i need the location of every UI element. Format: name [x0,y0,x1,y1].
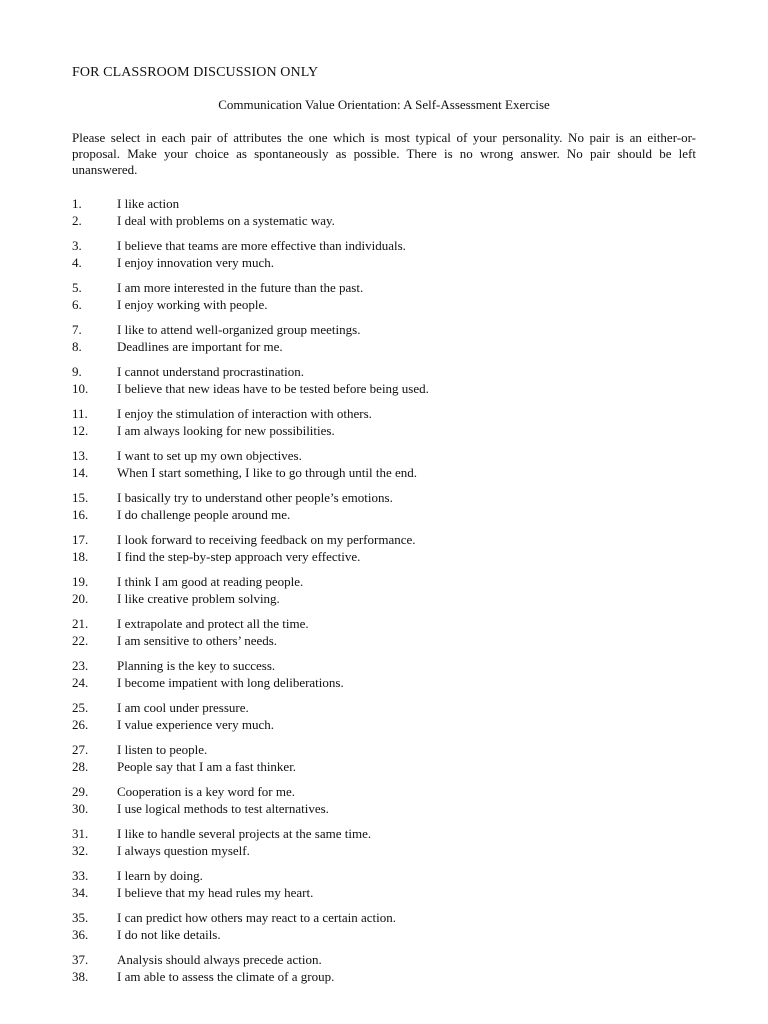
statement-text: I am more interested in the future than the past. [117,280,364,295]
statement-text: I am sensitive to others’ needs. [117,633,278,648]
statement-text: I enjoy the stimulation of interaction with others. [117,406,372,421]
statement-number: 29. [72,784,89,799]
statement-item [72,884,696,901]
statement-pair [72,825,696,859]
page-title: Communication Value Orientation: A Self-Assessment Exercise [218,97,550,112]
statement-text: I basically try to understand other people’s emotions. [117,490,393,505]
statement-text: I enjoy innovation very much. [117,255,275,270]
statement-number: 26. [72,717,89,732]
statement-number: 7. [72,322,82,337]
statement-number: 22. [72,633,89,648]
statement-text: I value experience very much. [117,717,275,732]
statement-item [72,842,696,859]
statement-item [72,867,696,884]
statement-number: 36. [72,927,89,942]
statement-text: I deal with problems on a systematic way. [117,213,335,228]
statement-number: 28. [72,759,89,774]
statement-number: 17. [72,532,89,547]
statement-number: 24. [72,675,89,690]
statement-item [72,741,696,758]
statement-item [72,489,696,506]
statement-item [72,716,696,733]
statement-pair [72,363,696,397]
statement-text: People say that I am a fast thinker. [117,759,297,774]
statement-item [72,926,696,943]
statement-item [72,237,696,254]
statement-pair [72,783,696,817]
statement-text: I cannot understand procrastination. [117,364,304,379]
statement-item [72,531,696,548]
statement-text: When I start something, I like to go through until the end. [117,465,418,480]
statement-text: I enjoy working with people. [117,297,268,312]
statement-pair [72,867,696,901]
statement-pair [72,951,696,985]
statement-item [72,380,696,397]
statement-item [72,825,696,842]
statement-number: 34. [72,885,89,900]
statement-item [72,422,696,439]
statement-item [72,758,696,775]
statement-number: 15. [72,490,89,505]
statement-text: I am cool under pressure. [117,700,249,715]
statement-number: 2. [72,213,82,228]
statement-number: 38. [72,969,89,984]
statement-number: 23. [72,658,89,673]
statement-item [72,909,696,926]
statement-item [72,674,696,691]
statement-number: 27. [72,742,89,757]
statement-item [72,800,696,817]
statement-item [72,951,696,968]
statement-item [72,632,696,649]
statement-number: 20. [72,591,89,606]
statement-text: I use logical methods to test alternatives. [117,801,329,816]
statement-text: I become impatient with long deliberations. [117,675,344,690]
statement-text: Planning is the key to success. [117,658,276,673]
statement-text: I think I am good at reading people. [117,574,304,589]
statement-number: 35. [72,910,89,925]
statement-pair [72,573,696,607]
statement-number: 37. [72,952,89,967]
statement-text: I like creative problem solving. [117,591,280,606]
statement-item [72,506,696,523]
statement-item [72,195,696,212]
statement-number: 30. [72,801,89,816]
statement-text: I want to set up my own objectives. [117,448,302,463]
statement-number: 25. [72,700,89,715]
statement-number: 33. [72,868,89,883]
statement-pair [72,447,696,481]
statement-text: I learn by doing. [117,868,203,883]
statement-list [72,195,696,993]
statement-item [72,405,696,422]
statement-item [72,254,696,271]
statement-number: 3. [72,238,82,253]
statement-item [72,968,696,985]
statement-number: 11. [72,406,88,421]
statement-number: 12. [72,423,89,438]
statement-item [72,615,696,632]
statement-item [72,321,696,338]
statement-pair [72,321,696,355]
statement-item [72,590,696,607]
statement-pair [72,699,696,733]
statement-number: 19. [72,574,89,589]
statement-item [72,573,696,590]
statement-text: I look forward to receiving feedback on my performance. [117,532,416,547]
statement-number: 14. [72,465,89,480]
statement-number: 16. [72,507,89,522]
statement-pair [72,741,696,775]
statement-number: 4. [72,255,82,270]
statement-pair [72,531,696,565]
statement-text: I always question myself. [117,843,250,858]
statement-text: I like to attend well-organized group meetings. [117,322,361,337]
statement-pair [72,909,696,943]
statement-pair [72,657,696,691]
statement-number: 31. [72,826,89,841]
statement-text: I am able to assess the climate of a group. [117,969,335,984]
statement-text: I do not like details. [117,927,221,942]
statement-text: I find the step-by-step approach very effective. [117,549,361,564]
statement-item [72,783,696,800]
statement-number: 9. [72,364,82,379]
statement-text: I can predict how others may react to a certain action. [117,910,397,925]
statement-number: 6. [72,297,82,312]
statement-text: I like to handle several projects at the same time. [117,826,372,841]
classroom-notice: FOR CLASSROOM DISCUSSION ONLY [72,65,319,80]
statement-number: 1. [72,196,82,211]
statement-pair [72,489,696,523]
statement-number: 5. [72,280,82,295]
statement-item [72,363,696,380]
statement-item [72,212,696,229]
instructions-paragraph: Please select in each pair of attributes the one which is most typical of your personality. No pair is an either-or-proposal. Make your choice as spontaneously as possible. There is no wrong answer. No pair should be left unanswered. [72,130,696,177]
statement-pair [72,405,696,439]
statement-item [72,296,696,313]
statement-text: I extrapolate and protect all the time. [117,616,309,631]
statement-item [72,279,696,296]
statement-item [72,548,696,565]
statement-pair [72,237,696,271]
statement-item [72,699,696,716]
statement-pair [72,279,696,313]
statement-number: 8. [72,339,82,354]
statement-text: I listen to people. [117,742,208,757]
statement-item [72,447,696,464]
statement-text: I believe that my head rules my heart. [117,885,314,900]
statement-text: I believe that new ideas have to be tested before being used. [117,381,429,396]
statement-number: 18. [72,549,89,564]
statement-item [72,338,696,355]
statement-item [72,464,696,481]
statement-number: 13. [72,448,89,463]
statement-number: 10. [72,381,89,396]
statement-text: Cooperation is a key word for me. [117,784,295,799]
statement-number: 21. [72,616,89,631]
statement-text: I do challenge people around me. [117,507,291,522]
statement-text: I like action [117,196,180,211]
statement-text: I am always looking for new possibilities. [117,423,335,438]
statement-text: Deadlines are important for me. [117,339,283,354]
statement-number: 32. [72,843,89,858]
statement-item [72,657,696,674]
statement-text: I believe that teams are more effective than individuals. [117,238,406,253]
statement-text: Analysis should always precede action. [117,952,322,967]
statement-pair [72,195,696,229]
statement-pair [72,615,696,649]
